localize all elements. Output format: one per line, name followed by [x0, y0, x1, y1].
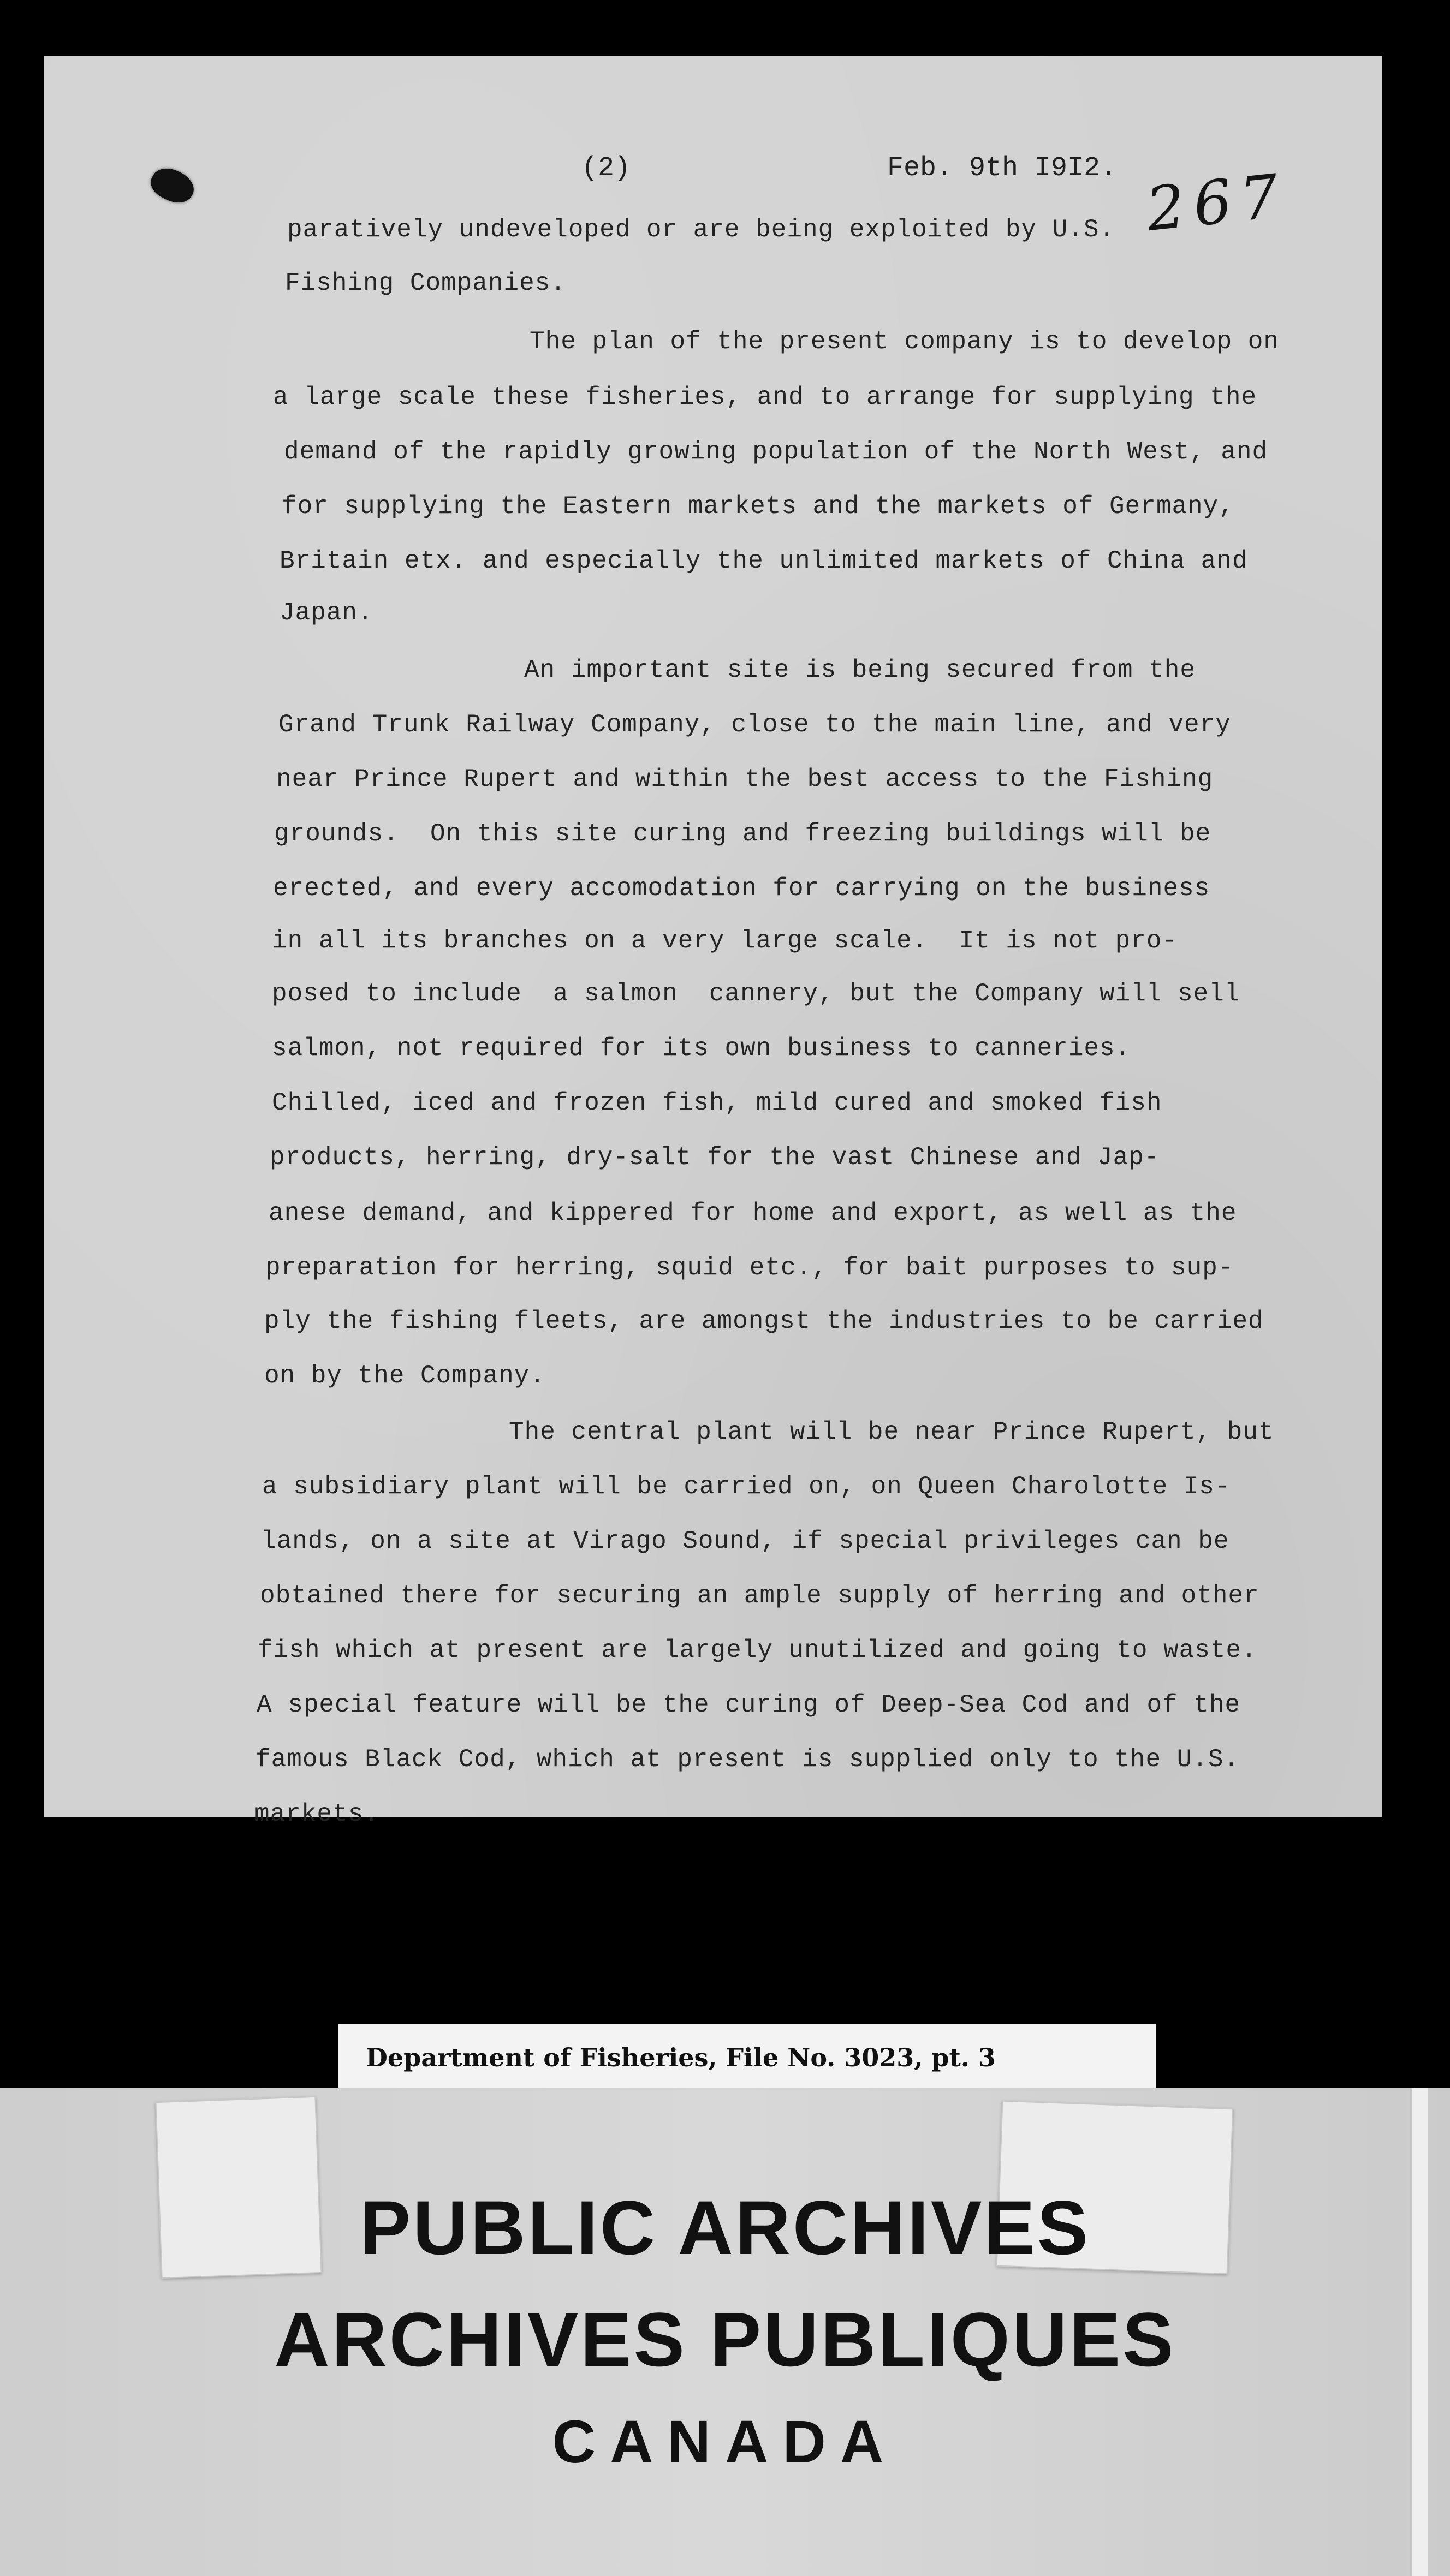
body-line: A special feature will be the curing of Deep-Sea Cod and of the — [257, 1691, 1241, 1719]
body-line: grounds. On this site curing and freezing buildings will be — [274, 820, 1211, 848]
body-line: Fishing Companies. — [285, 269, 566, 297]
body-line: a large scale these fisheries, and to arrange for supplying the — [273, 383, 1257, 412]
body-line: near Prince Rupert and within the best access to the Fishing — [276, 765, 1214, 794]
body-line: ply the fishing fleets, are amongst the industries to be carried — [264, 1307, 1264, 1335]
body-line: obtained there for securing an ample supply of herring and other — [260, 1582, 1259, 1610]
body-line: demand of the rapidly growing population of the North West, and — [284, 438, 1268, 466]
archive-stamp-country: CANADA — [552, 2408, 898, 2476]
body-line: posed to include a salmon cannery, but the Company will sell — [272, 980, 1240, 1008]
body-line: Japan. — [280, 599, 373, 627]
body-line: paratively undeveloped or are being exploited by U.S. — [287, 216, 1115, 244]
body-line: salmon, not required for its own business to canneries. — [272, 1034, 1131, 1063]
body-line: Grand Trunk Railway Company, close to the main line, and very — [278, 711, 1231, 739]
body-line: markets. — [254, 1800, 379, 1828]
body-line: lands, on a site at Virago Sound, if special privileges can be — [261, 1527, 1229, 1555]
file-reference-label: Department of Fisheries, File No. 3023, pt. 3 — [338, 2024, 1156, 2091]
body-line: fish which at present are largely unutilized and going to waste. — [258, 1636, 1257, 1665]
body-line: on by the Company. — [264, 1362, 545, 1390]
body-line: for supplying the Eastern markets and the markets of Germany, — [282, 492, 1234, 521]
body-line: Britain etx. and especially the unlimited markets of China and — [280, 547, 1248, 575]
body-line: products, herring, dry-salt for the vast Chinese and Jap- — [270, 1143, 1160, 1172]
body-line: Chilled, iced and frozen fish, mild cured and smoked fish — [272, 1089, 1162, 1117]
handwritten-folio-number: 267 — [1143, 160, 1291, 245]
archive-stamp-band — [0, 2088, 1450, 2576]
body-line: a subsidiary plant will be carried on, on Queen Charolotte Is- — [262, 1472, 1231, 1501]
letter-page — [44, 56, 1382, 1828]
body-line: erected, and every accomodation for carrying on the business — [273, 874, 1210, 903]
archive-stamp-line-french: ARCHIVES PUBLIQUES — [274, 2297, 1176, 2382]
body-line: preparation for herring, squid etc., for bait purposes to sup- — [265, 1254, 1234, 1282]
body-line: in all its branches on a very large scale. It is not pro- — [272, 927, 1178, 955]
body-line: famous Black Cod, which at present is supplied only to the U.S. — [255, 1745, 1240, 1774]
archive-stamp-line-english: PUBLIC ARCHIVES — [359, 2185, 1091, 2270]
letter-date: Feb. 9th I9I2. — [887, 153, 1117, 184]
body-line: An important site is being secured from the — [524, 656, 1196, 684]
page-number: (2) — [581, 153, 631, 184]
body-line: The central plant will be near Prince Rupert, but — [509, 1418, 1274, 1446]
body-line: The plan of the present company is to develop on — [530, 327, 1280, 356]
body-line: anese demand, and kippered for home and export, as well as the — [269, 1199, 1237, 1227]
